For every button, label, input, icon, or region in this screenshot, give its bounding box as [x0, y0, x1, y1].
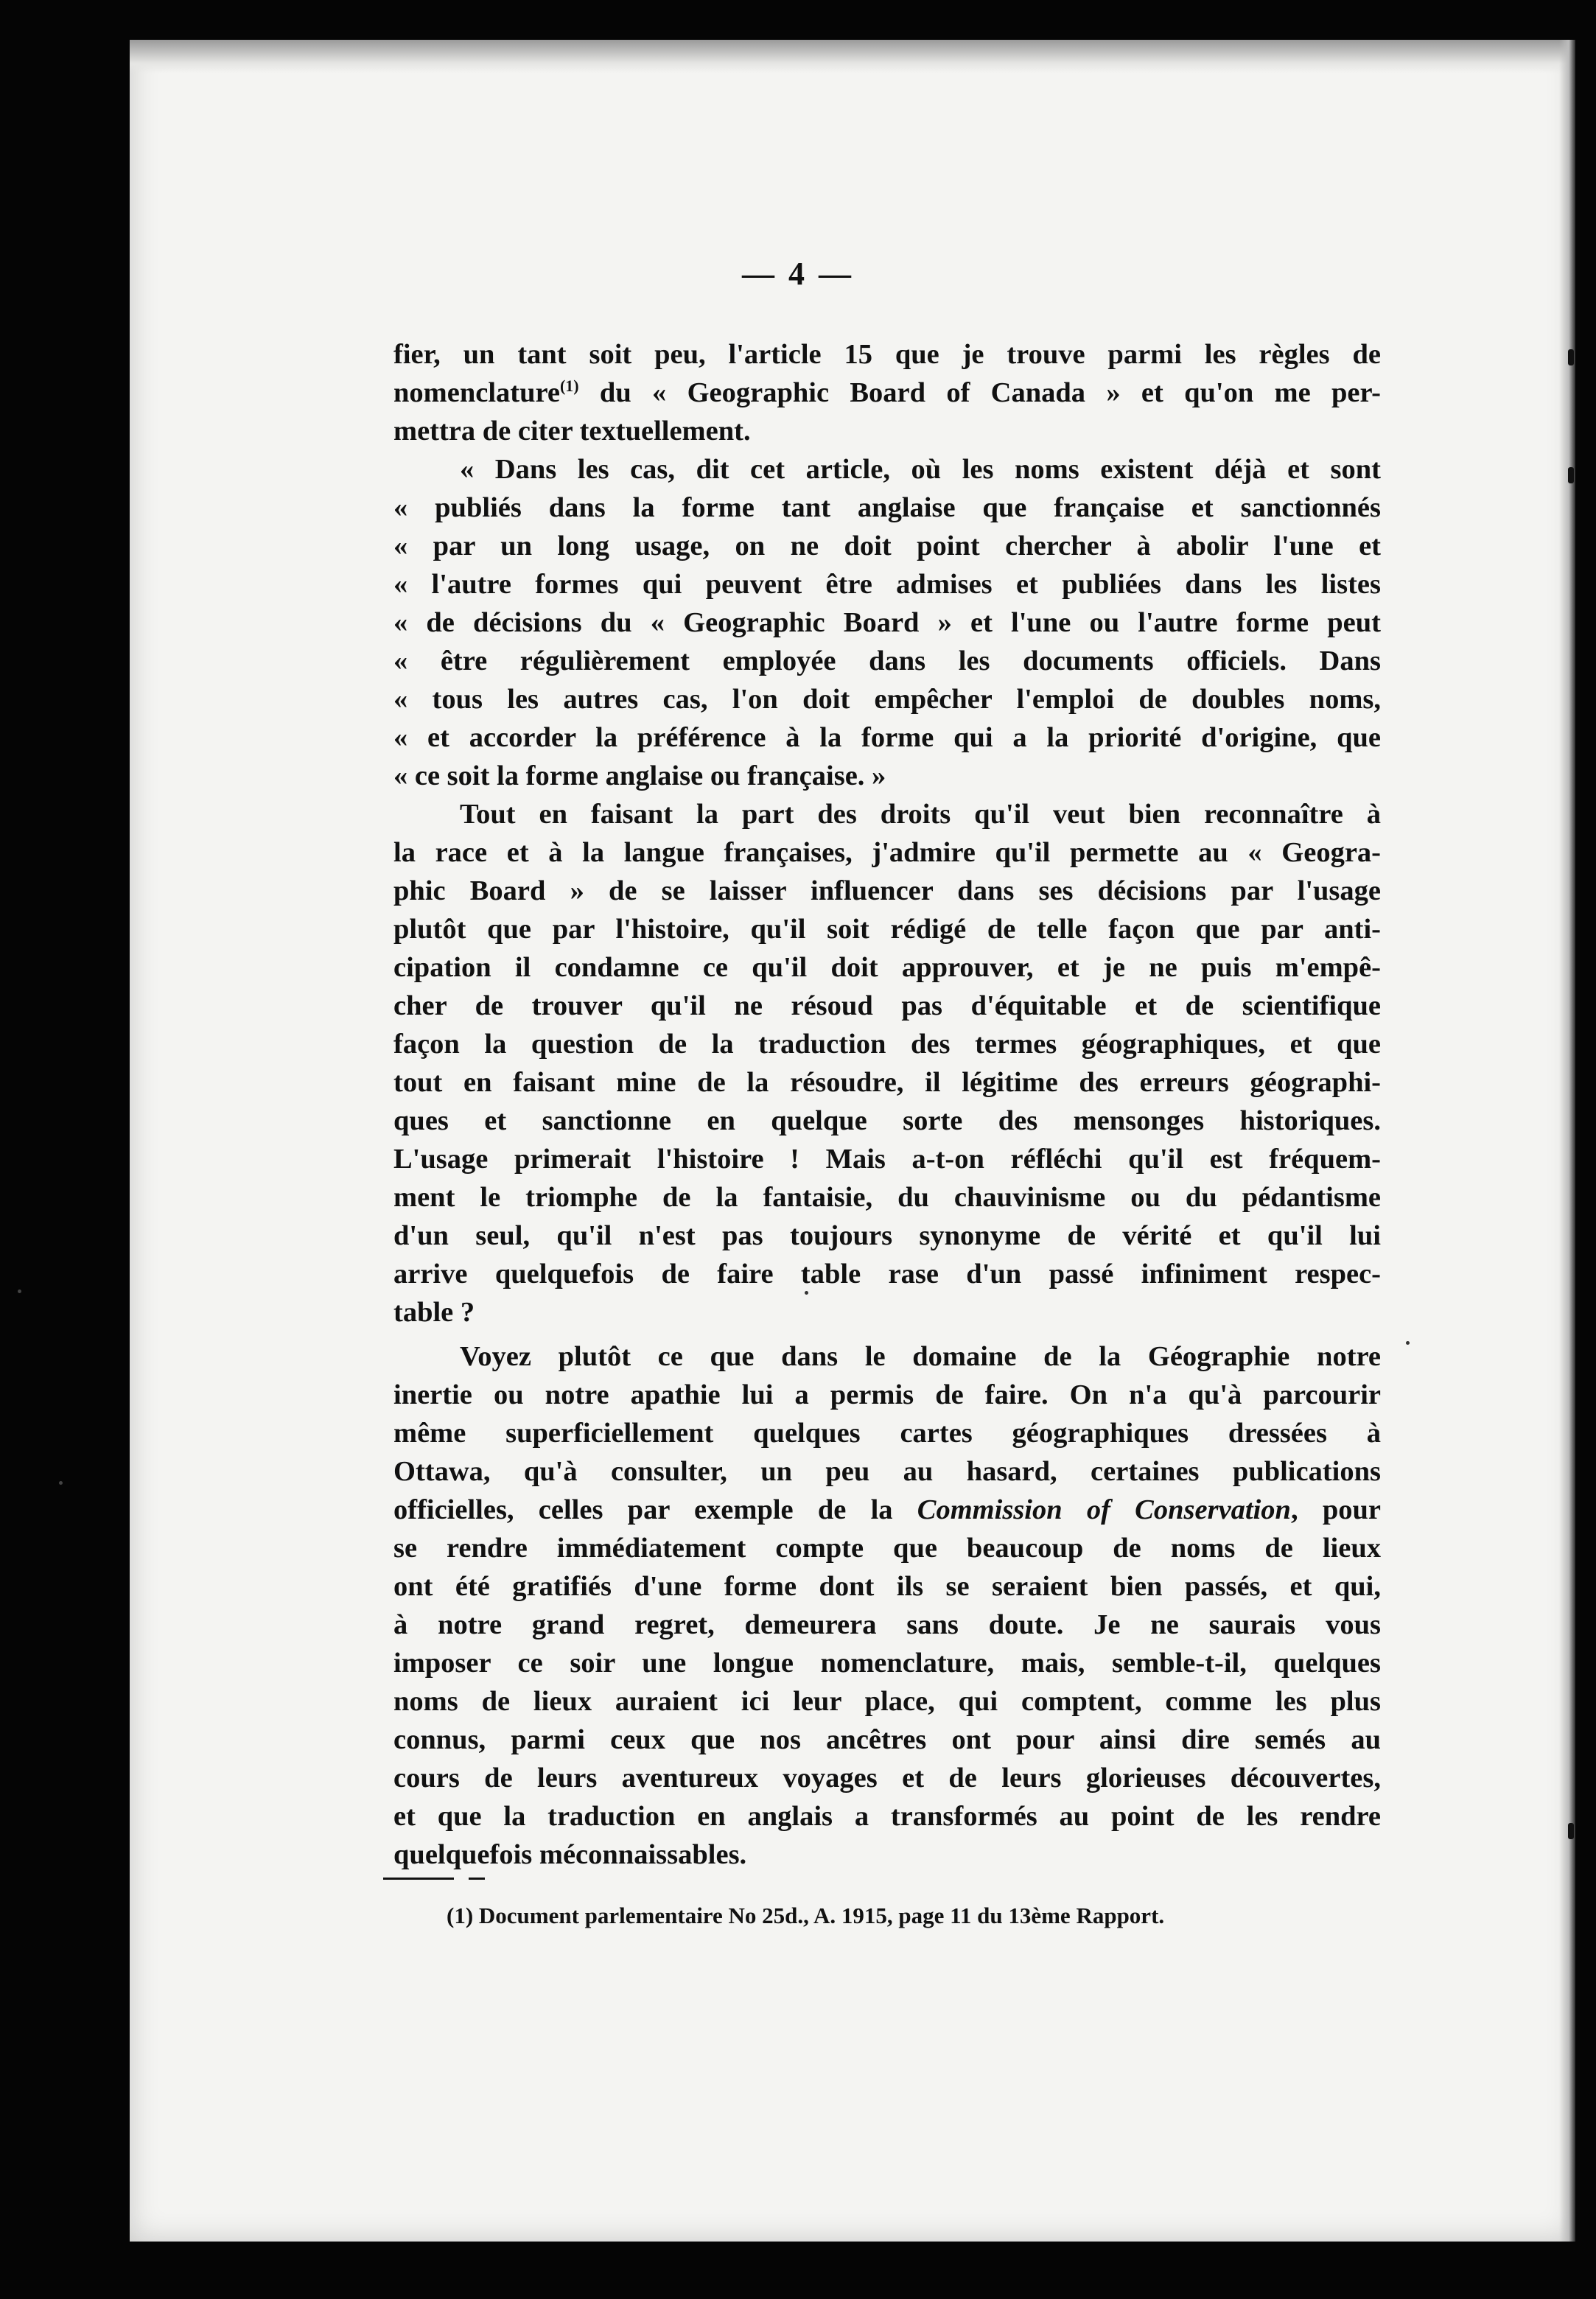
paragraph-intro — [393, 335, 1381, 450]
speck — [59, 1481, 63, 1485]
text-line: à notre grand regret, demeurera sans doute. Je ne saurais vous — [393, 1609, 1381, 1640]
text-line: « de décisions du « Geographic Board » et l'une ou l'autre forme peut — [393, 607, 1381, 638]
footnote-rule — [383, 1878, 454, 1880]
edge-mark — [1568, 467, 1574, 483]
text-line: Ottawa, qu'à consulter, un peu au hasard, certaines publications — [393, 1456, 1381, 1487]
text-line: connus, parmi ceux que nos ancêtres ont pour ainsi dire semés au — [393, 1724, 1381, 1755]
text-line: mettra de citer textuellement. — [393, 416, 751, 447]
speck — [18, 1290, 21, 1293]
paragraph-geography — [393, 1337, 1381, 1874]
edge-mark — [1568, 349, 1574, 365]
text-line: quelquefois méconnaissables. — [393, 1839, 747, 1870]
text-line: noms de lieux auraient ici leur place, qui comptent, comme les plus — [393, 1686, 1381, 1717]
text-line: cours de leurs aventureux voyages et de leurs glorieuses découvertes, — [393, 1763, 1381, 1794]
body-text — [393, 335, 1381, 1874]
text-line — [393, 374, 1381, 412]
text-line: « être régulièrement employée dans les documents officiels. Dans — [393, 645, 1381, 676]
text-line: Tout en faisant la part des droits qu'il veut bien reconnaître à — [460, 799, 1381, 830]
text-span: du « Geographic Board of Canada » et qu'on me per- — [578, 377, 1381, 408]
text-line — [393, 1491, 1381, 1529]
text-line: « l'autre formes qui peuvent être admises et publiées dans les listes — [393, 569, 1381, 600]
speck — [805, 1291, 808, 1295]
speck — [1406, 1341, 1410, 1345]
text-line: ont été gratifiés d'une forme dont ils se seraient bien passés, et qui, — [393, 1571, 1381, 1602]
page-number: — 4 — — [742, 256, 854, 292]
text-line: cipation il condamne ce qu'il doit approuver, et je ne puis m'empê- — [393, 952, 1381, 983]
text-line: « par un long usage, on ne doit point chercher à abolir l'une et — [393, 531, 1381, 561]
text-line: même superficiellement quelques cartes géographiques dressées à — [393, 1418, 1381, 1449]
text-line: table ? — [393, 1297, 475, 1328]
text-line: inertie ou notre apathie lui a permis de faire. On n'a qu'à parcourir — [393, 1379, 1381, 1410]
text-line: « Dans les cas, dit cet article, où les noms existent déjà et sont — [460, 454, 1381, 485]
text-line: ment le triomphe de la fantaisie, du chauvinisme ou du pédantisme — [393, 1182, 1381, 1213]
text-line: se rendre immédiatement compte que beaucoup de noms de lieux — [393, 1533, 1381, 1564]
text-line: « tous les autres cas, l'on doit empêcher l'emploi de doubles noms, — [393, 684, 1381, 715]
text-line: « et accorder la préférence à la forme qui a la priorité d'origine, que — [393, 722, 1381, 753]
text-line: imposer ce soir une longue nomenclature, mais, semble-t-il, quelques — [393, 1648, 1381, 1679]
text-line: L'usage primerait l'histoire ! Mais a-t-on réfléchi qu'il est fréquem- — [393, 1144, 1381, 1175]
text-line: façon la question de la traduction des termes géographiques, et que — [393, 1029, 1381, 1060]
text-line: cher de trouver qu'il ne résoud pas d'équitable et de scientifique — [393, 990, 1381, 1021]
text-span: officielles, celles par exemple de la — [393, 1494, 917, 1525]
footnote-ref: (1) — [559, 377, 579, 396]
text-line: phic Board » de se laisser influencer dans ses décisions par l'usage — [393, 875, 1381, 906]
text-line: arrive quelquefois de faire table rase d'un passé infiniment respec- — [393, 1259, 1381, 1290]
text-line: « publiés dans la forme tant anglaise que française et sanctionnés — [393, 492, 1381, 523]
text-line: Voyez plutôt ce que dans le domaine de la Géographie notre — [460, 1341, 1381, 1372]
text-line: tout en faisant mine de la résoudre, il légitime des erreurs géographi- — [393, 1067, 1381, 1098]
footnote-rule-short — [469, 1878, 485, 1880]
italic-title: Commission of Conservation — [917, 1494, 1291, 1525]
text-line: « ce soit la forme anglaise ou française. » — [393, 760, 886, 791]
paragraph-quote — [393, 450, 1381, 795]
paragraph-commentary — [393, 795, 1381, 1332]
text-line: d'un seul, qu'il n'est pas toujours synonyme de vérité et qu'il lui — [393, 1220, 1381, 1251]
text-line: et que la traduction en anglais a transformés au point de les rendre — [393, 1801, 1381, 1832]
text-span: nomenclature — [393, 377, 560, 408]
text-line: fier, un tant soit peu, l'article 15 que je trouve parmi les règles de — [393, 339, 1381, 370]
footnote: (1) Document parlementaire No 25d., A. 1915, page 11 du 13ème Rapport. — [447, 1903, 1165, 1928]
text-line: la race et à la langue françaises, j'admire qu'il permette au « Geogra- — [393, 837, 1381, 868]
edge-mark — [1568, 1823, 1574, 1839]
text-line: ques et sanctionne en quelque sorte des mensonges historiques. — [393, 1105, 1381, 1136]
paper-right-edge — [1559, 40, 1575, 2242]
text-span: , pour — [1290, 1494, 1381, 1525]
paper-top-shadow — [130, 40, 1575, 74]
text-line: plutôt que par l'histoire, qu'il soit rédigé de telle façon que par anti- — [393, 914, 1381, 945]
